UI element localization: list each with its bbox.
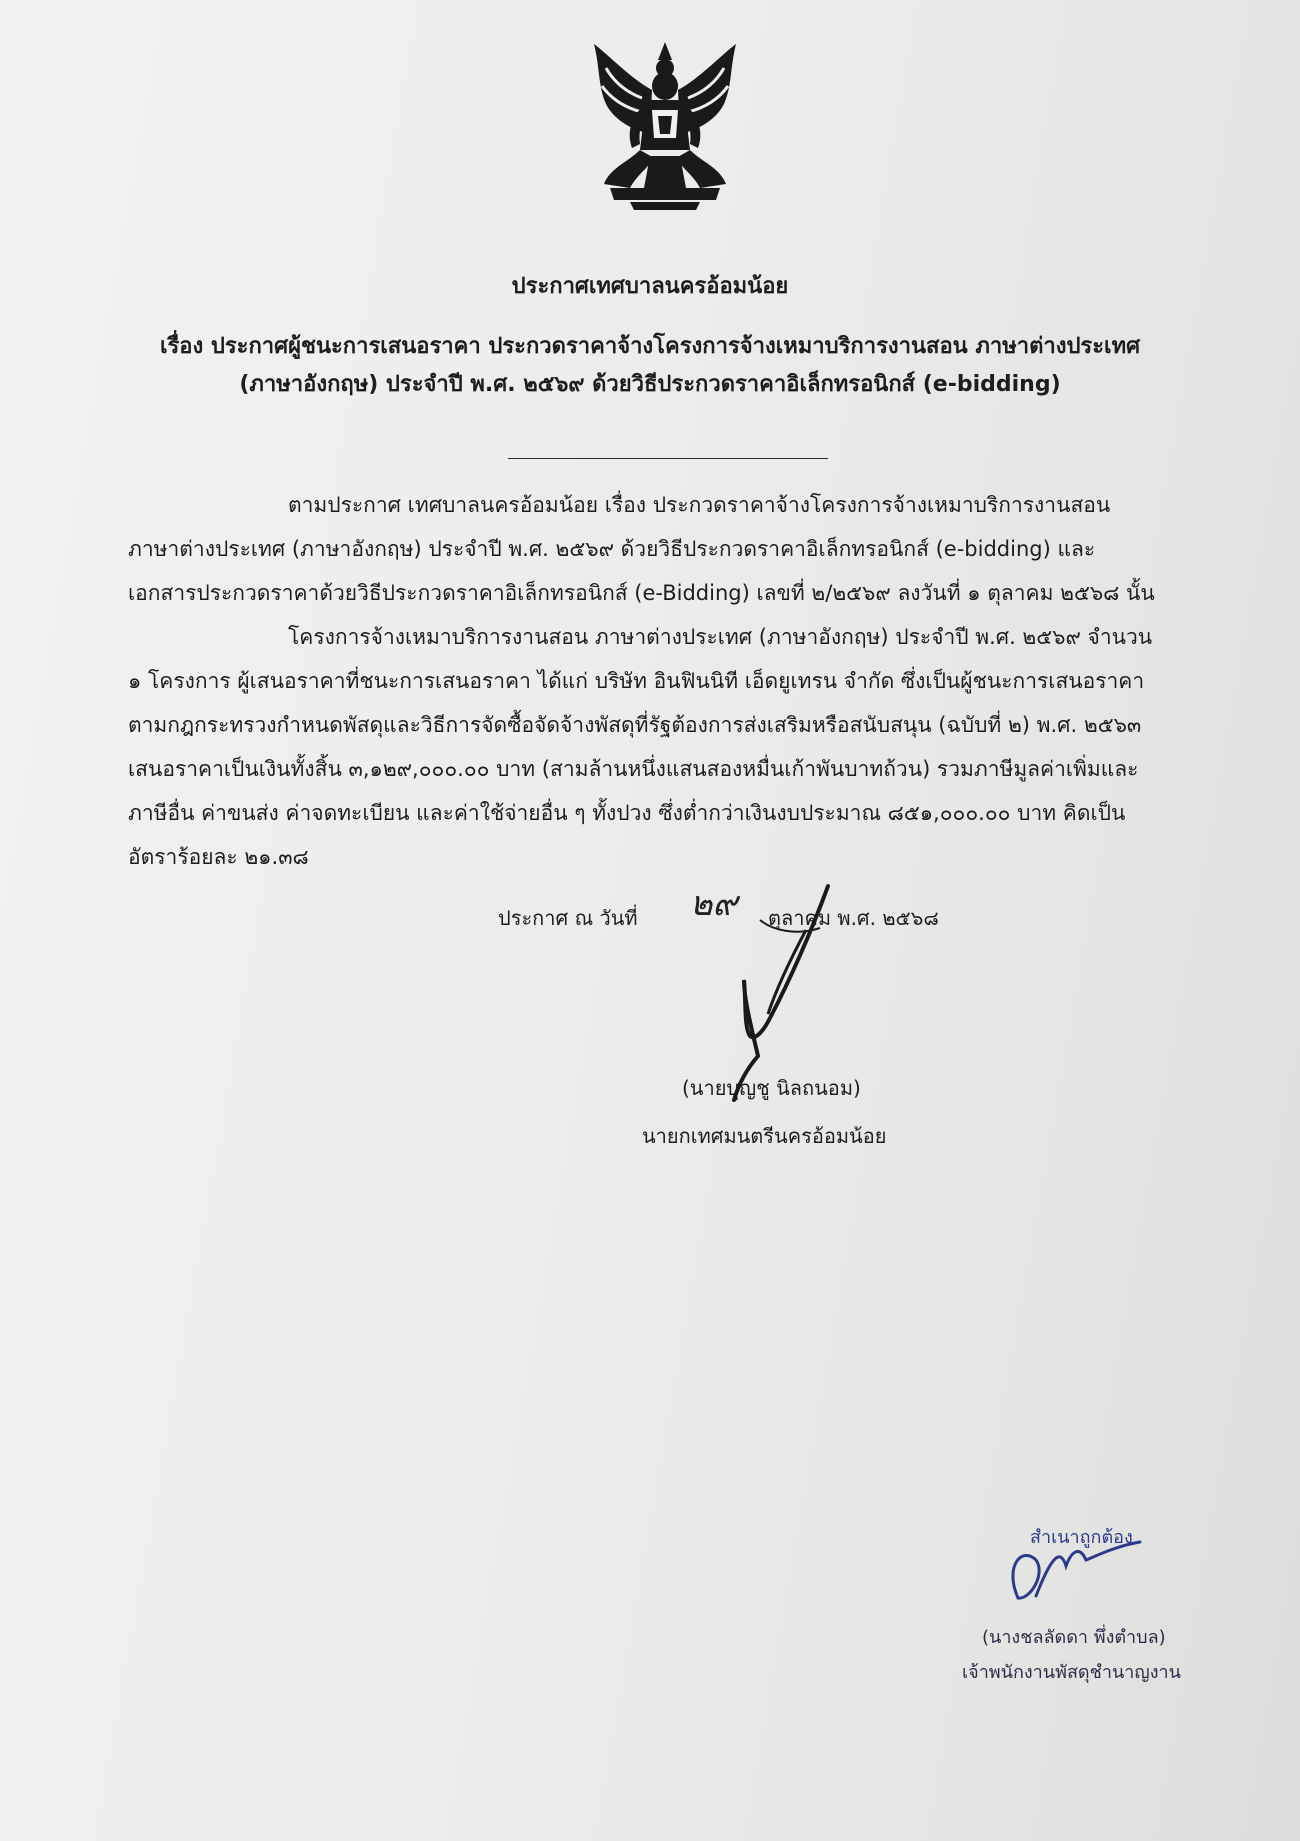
body-line: เสนอราคาเป็นเงินทั้งสิ้น ๓,๑๒๙,๐๐๐.๐๐ บาท (สามล้านหนึ่งแสนสองหมื่นเก้าพันบาทถ้วน) รวมภาษีมูลค่าเพิ่มและ (128, 757, 1139, 781)
body-line: ภาษีอื่น ค่าขนส่ง ค่าจดทะเบียน และค่าใช้จ่ายอื่น ๆ ทั้งปวง ซึ่งต่ำกว่าเงินงบประมาณ ๘๕๑,๐๐๐.๐๐ บาท คิดเป็น (128, 801, 1126, 825)
certifier-position: เจ้าพนักงานพัสดุชำนาญงาน (962, 1662, 1181, 1683)
body-line: อัตราร้อยละ ๒๑.๓๘ (128, 845, 309, 869)
agency-title: ประกาศเทศบาลนครอ้อมน้อย (511, 274, 789, 299)
body-line: ตามกฎกระทรวงกำหนดพัสดุและวิธีการจัดซื้อจัดจ้างพัสดุที่รัฐต้องการส่งเสริมหรือสนับสนุน (ฉบับที่ ๒) พ.ศ. ๒๕๖๓ (128, 713, 1142, 737)
certifier-name: (นางชลลัดดา พึ่งตำบล) (982, 1627, 1166, 1648)
signatory-position: นายกเทศมนตรีนครอ้อมน้อย (642, 1124, 887, 1148)
body-line: เอกสารประกวดราคาด้วยวิธีประกวดราคาอิเล็กทรอนิกส์ (e-Bidding) เลขที่ ๒/๒๕๖๙ ลงวันที่ ๑ ตุลาคม ๒๕๖๘ นั้น (128, 581, 1155, 605)
subject-line-2: (ภาษาอังกฤษ) ประจำปี พ.ศ. ๒๕๖๙ ด้วยวิธีประกวดราคาอิเล็กทรอนิกส์ (e-bidding) (239, 372, 1061, 397)
signatory-name: (นายบุญชู นิลถนอม) (682, 1076, 861, 1100)
body-line: ๑ โครงการ ผู้เสนอราคาที่ชนะการเสนอราคา ได้แก่ บริษัท อินฟินนิที เอ็ดยูเทรน จำกัด ซึ่งเป็นผู้ชนะการเสนอราคา (128, 669, 1145, 693)
certified-copy-stamp: สำเนาถูกต้อง (1030, 1527, 1133, 1548)
body-line: ภาษาต่างประเทศ (ภาษาอังกฤษ) ประจำปี พ.ศ. ๒๕๖๙ ด้วยวิธีประกวดราคาอิเล็กทรอนิกส์ (e-bidding) และ (128, 537, 1096, 561)
body-line: ตามประกาศ เทศบาลนครอ้อมน้อย เรื่อง ประกวดราคาจ้างโครงการจ้างเหมาบริการงานสอน (288, 493, 1111, 517)
handwritten-day: ๒๙ (690, 884, 738, 924)
announcement-month-year: ตุลาคม พ.ศ. ๒๕๖๘ (768, 906, 939, 930)
announcement-prefix: ประกาศ ณ วันที่ (498, 906, 638, 930)
body-line: โครงการจ้างเหมาบริการงานสอน ภาษาต่างประเทศ (ภาษาอังกฤษ) ประจำปี พ.ศ. ๒๕๖๙ จำนวน (288, 625, 1153, 649)
subject-line-1: เรื่อง ประกาศผู้ชนะการเสนอราคา ประกวดราคาจ้างโครงการจ้างเหมาบริการงานสอน ภาษาต่างประเทศ (159, 334, 1141, 359)
